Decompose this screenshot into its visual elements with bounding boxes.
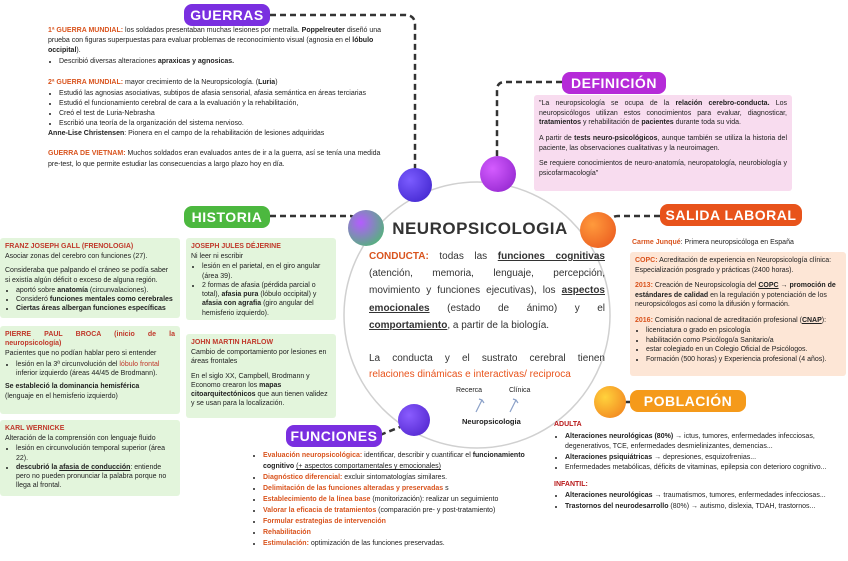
guerras-p2-title: 2ª GUERRA MUNDIAL:: [48, 78, 124, 86]
guerras-p2-bullet: • Creó el test de Luria-Nebrasha: [59, 109, 388, 119]
infantil-item: • Trastornos del neurodesarrollo (80%) → autismo, dislexia, TDAH, trastornos...: [565, 502, 844, 513]
dot-purple-funciones: [398, 404, 430, 436]
neuropsicologia-small-label: Neuropsicologia: [462, 417, 521, 426]
copc-text: Acreditación de experiencia en Neuropsicología clínica: Especialización posgrado y prácticas (2400 horas).: [635, 257, 832, 274]
adulta-item: • Alteraciones neurológicas (80%) → ictus, tumores, enfermedades infecciosas, degenerativos, TCE, enfermedades desmielinizantes, demencias...: [565, 432, 844, 453]
salida-bullet: • estar colegiado en un Colegio Oficial de Psicólogos.: [646, 345, 841, 355]
def-tests: tests neuro-psicológicos: [574, 134, 658, 142]
poppelreuter: Poppelreuter: [301, 27, 345, 34]
guerras-p2-end: ): [275, 78, 278, 86]
broca-b1: • lesión en la 3ª circunvolución del lóbulo frontal inferior izquierdo (áreas 44/45 de Brodmann).: [16, 360, 175, 378]
anne-text: : Pionera en el campo de la rehabilitación de lesiones adquiridas: [124, 130, 325, 138]
definicion-label: DEFINICIÓN: [562, 72, 666, 94]
center-definition: [369, 248, 605, 334]
y2013-mid: →: [778, 282, 790, 290]
def-p1-mid: Los neuropsicólogos utilizan estos conocimientos para evaluar, diagnosticar,: [539, 100, 787, 117]
funcion-item: • Valorar la eficacia de tratamientos (comparación pre- y post-tratamiento): [263, 505, 552, 516]
y2016-cnap: CNAP: [801, 316, 822, 324]
conducta-label: CONDUCTA:: [369, 251, 429, 262]
def-relacion: relación cerebro-conducta.: [675, 100, 770, 107]
guerras-p1-text: los soldados presentaban muchas lesiones por metralla.: [123, 27, 302, 34]
center-relaciones: relaciones dinámicas e interactivas/ reciproca: [369, 369, 571, 380]
luria: Luria: [258, 78, 276, 86]
historia-label: HISTORIA: [184, 206, 270, 228]
y2013-bold: promoción de estándares de calidad: [635, 282, 836, 299]
def-p1-end: durante toda su vida.: [673, 119, 741, 127]
gall-b1: • aportó sobre anatomía (circunvalaciones).: [16, 286, 175, 295]
dot-green-historia: [348, 210, 384, 246]
gall-l1: Asociar zonas del cerebro con funciones (27).: [5, 253, 148, 261]
guerras-p2-bullet: • Estudió el funcionamiento cerebral de cara a la evaluación y la rehabilitación,: [59, 99, 388, 109]
funciones-cognitivas: funciones cognitivas: [497, 251, 605, 262]
guerras-label: GUERRAS: [184, 4, 270, 26]
definicion-box: [534, 95, 792, 191]
funcion-item: • Evaluación neuropsicológica: identificar, describir y cuantificar el funcionamiento cognitivo (+ aspectos comportamentales y emocionales): [263, 450, 552, 472]
def-pacientes: pacientes: [641, 119, 674, 127]
harlow-box: [186, 334, 336, 418]
broca-l1: Pacientes que no podían hablar pero si entender: [5, 350, 157, 358]
guerras-p3-text: Muchos soldados eran evaluados antes de ir a la guerra, así se tenía una medida pre-test, lo que permite estudiar las consecuencias a largo plazo hoy en día.: [48, 150, 381, 168]
y2016-end: ):: [821, 316, 827, 324]
def-p1-mid2: y rehabilitación de: [581, 119, 642, 127]
wernicke-b2: • descubrió la afasia de conducción: entiende pero no pueden pronunciar la palabra porque no llega al frontal.: [16, 463, 175, 491]
carme-line: Carme Junqué: Primera neuropsicóloga en España: [632, 239, 794, 246]
funcion-item: • Formular estrategias de intervención: [263, 516, 552, 527]
salida-bullet: • licenciatura o grado en psicología: [646, 326, 841, 336]
guerras-p1-end: ).: [76, 47, 81, 55]
wernicke-b1: • lesión en circunvolución temporal superior (área 22).: [16, 444, 175, 462]
guerras-p2-bullet: • Estudió las agnosias asociativas, subtipos de afasia sensorial, afasia semántica en áreas terciarias: [59, 89, 388, 99]
center-comp-after: , a partir de la biología.: [447, 319, 550, 331]
dejerine-b1: • lesión en el parietal, en el giro angular (área 39).: [202, 262, 331, 280]
dejerine-title: JOSEPH JULES DÉJERINE: [191, 243, 281, 250]
gall-b3: • Ciertas áreas albergan funciones específicas: [16, 304, 175, 313]
poblacion-label: POBLACIÓN: [630, 390, 746, 412]
infantil-item: • Alteraciones neurológicas → traumatismos, tumores, enfermedades infecciosas...: [565, 491, 844, 502]
def-p2-pre: A partir de: [539, 134, 575, 142]
salida-label: SALIDA LABORAL: [660, 204, 802, 226]
y2016-pre: Comisión nacional de acreditación profesional (: [652, 316, 802, 324]
adulta-label: ADULTA: [554, 421, 582, 428]
y2013-copc: COPC: [758, 282, 779, 290]
harlow-l1: Cambio de comportamiento por lesiones en áreas frontales: [191, 349, 327, 366]
funcion-item: • Estimulación: optimización de las funciones preservadas.: [263, 538, 552, 549]
dot-orange-poblacion: [594, 386, 626, 418]
gall-title: FRANZ JOSEPH GALL (FRENOLOGIA): [5, 243, 134, 250]
y2013-label: 2013:: [635, 282, 653, 290]
adulta-item: • Alteraciones psiquiátricas → depresiones, esquizofrenias...: [565, 453, 844, 464]
guerras-p3-title: GUERRA DE VIETNAM:: [48, 150, 126, 158]
dot-orange-salida: [580, 212, 616, 248]
adulta-item: • Enfermedades metabólicas, déficits de vitaminas, epilepsia con deterioro cognitivo...: [565, 463, 844, 474]
def-tratamientos: tratamientos: [539, 119, 582, 127]
clinica-label: Clínica: [509, 387, 531, 394]
comportamiento: comportamiento: [369, 319, 448, 331]
salida-bullet: • habilitación como Psicólogo/a Sanitario/a: [646, 336, 841, 346]
y2013-pre: Creación de Neuropsicología del: [652, 282, 759, 290]
def-p1-pre: "La neuropsicología se ocupa de la: [539, 100, 676, 107]
salida-bullet: • Formación (500 horas) y Experiencia profesional (4 años).: [646, 355, 841, 365]
wernicke-box: [0, 420, 180, 496]
copc-label: COPC:: [635, 257, 658, 264]
gall-box: [0, 238, 180, 318]
def-p2-end: , aunque también se utiliza la historia del paciente, las observaciones cualitativas y la neuroimagen.: [539, 134, 787, 152]
dot-purple-definicion: [480, 156, 516, 192]
poblacion-content: [554, 420, 844, 512]
wernicke-title: KARL WERNICKE: [5, 425, 65, 432]
lobulo-occipital: lóbulo occipital: [48, 37, 374, 55]
broca-l2: Se estableció la dominancia hemisférica: [5, 383, 140, 391]
dejerine-box: [186, 238, 336, 320]
funcion-item: • Establecimiento de la línea base (monitorización): realizar un seguimiento: [263, 494, 552, 505]
guerras-p1-bullet: • Describió diversas alteraciones apraxicas y agnosicas.: [59, 57, 388, 67]
center-list-text: (atención, memoria, lenguaje, percepción, movimiento y funciones ejecutivas), los: [369, 268, 605, 297]
guerras-content: [48, 26, 388, 171]
center-sustrato: La conducta y el sustrato cerebral tienen: [369, 353, 605, 364]
dejerine-l1: Ni leer ni escribir: [191, 253, 244, 261]
dot-purple-guerras: [398, 168, 432, 202]
harlow-l2: En el siglo XX, Campbell, Brodmann y Economo crearon los mapas citoarquitectónicos que aun tienen validez y se usan para la localización.: [191, 372, 328, 408]
harlow-title: JOHN MARTIN HARLOW: [191, 339, 274, 346]
broca-title: PIERRE PAUL BROCA (inicio de la neuropsicología): [5, 331, 175, 348]
dejerine-b2: • 2 formas de afasia (pérdida parcial o total), afasia pura (lóbulo occipital) y afasia con agrafia (giro angular del hemisferio izquierdo).: [202, 281, 331, 318]
recerca-label: Recerca: [456, 387, 483, 394]
gall-l2: Consideraba que palpando el cráneo se podía saber si existía algún déficit o exceso de alguna región.: [5, 267, 169, 284]
guerras-p2-bullet: • Escribió una teoría de la organización del sistema nervioso.: [59, 119, 388, 129]
guerras-p2-text: mayor crecimiento de la Neuropsicología. (: [123, 78, 259, 86]
y2013-end: en la regulación y potenciación de los neuropsicólogos así como la difusión y formación.: [635, 291, 827, 309]
broca-box: [0, 326, 180, 414]
page-title: NEUROPSICOLOGIA: [392, 219, 568, 238]
y2016-label: 2016:: [635, 316, 653, 324]
aspectos-emocionales: aspectos emocionales: [369, 285, 605, 314]
guerras-p1-text2: diseñó una prueba con figuras superpuestas para evaluar problemas de reconocimiento visual (agnosia en el: [48, 27, 382, 45]
funciones-content: [252, 450, 552, 549]
funcion-item: • Diagnóstico diferencial: excluir sintomatologías similares.: [263, 472, 552, 483]
infantil-label: INFANTIL:: [554, 480, 588, 488]
broca-l3: (lenguaje en el hemisferio izquierdo): [5, 393, 118, 401]
guerras-p1-title: 1ª GUERRA MUNDIAL:: [48, 27, 124, 34]
anne-lise: Anne-Lise Christensen: [48, 130, 125, 138]
salida-box: [630, 252, 846, 376]
funciones-label: FUNCIONES: [286, 425, 382, 447]
funcion-item: • Delimitación de las funciones alteradas y preservadas s: [263, 483, 552, 494]
center-text: todas las: [439, 251, 488, 262]
gall-b2: • Consideró funciones mentales como cerebrales: [16, 295, 175, 304]
def-p3: Se requiere conocimientos de neuro-anatomía, neuropatología, neurobiología y psicofarmacología": [539, 160, 787, 177]
funcion-item: • Rehabilitación: [263, 527, 552, 538]
wernicke-l1: Alteración de la comprensión con lenguaje fluido: [5, 435, 156, 443]
center-estado: (estado de ánimo) y el: [447, 302, 605, 314]
